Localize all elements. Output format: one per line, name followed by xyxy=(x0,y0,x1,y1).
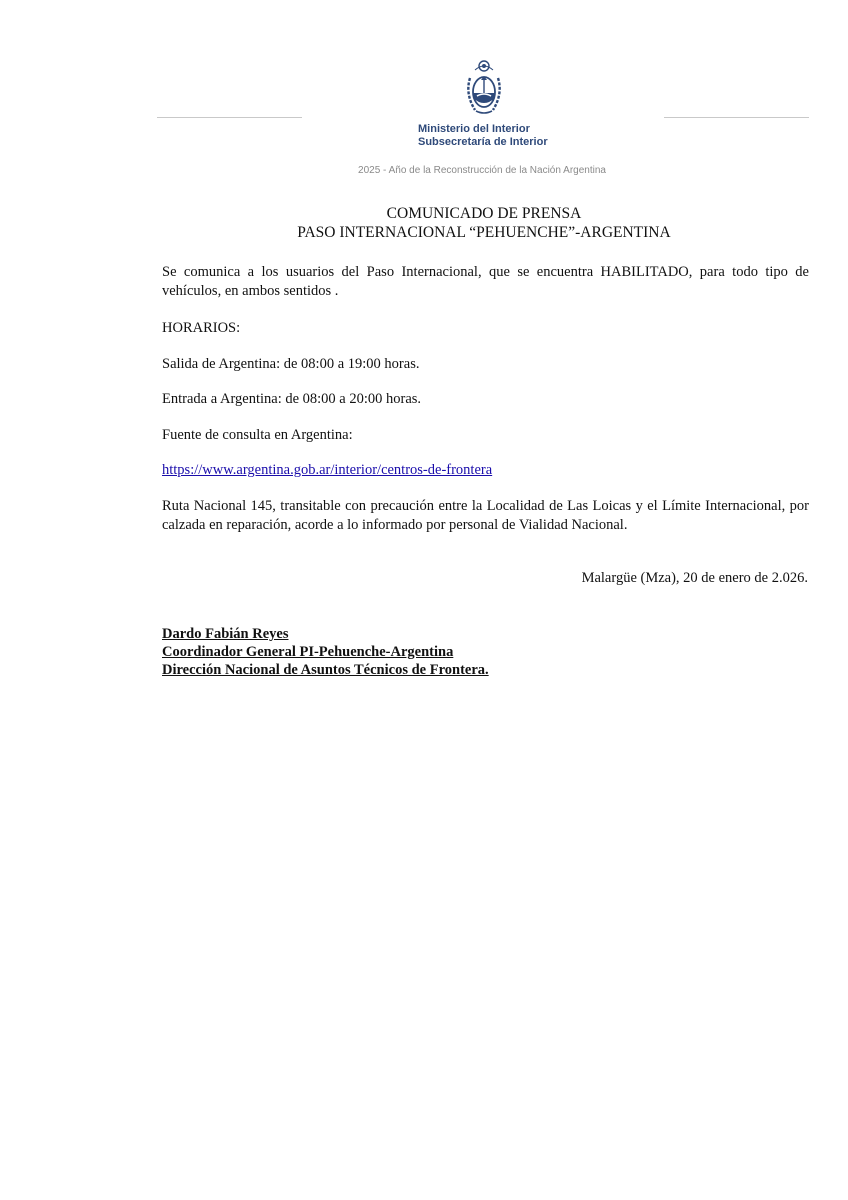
fuente-link-line xyxy=(162,461,809,480)
centros-de-frontera-link[interactable]: https://www.argentina.gob.ar/interior/centros-de-frontera xyxy=(162,462,493,478)
argentina-coat-of-arms-icon xyxy=(461,58,507,118)
ministry-name-block xyxy=(418,123,558,149)
horarios-heading: HORARIOS: xyxy=(162,320,241,336)
signatory-office: Dirección Nacional de Asuntos Técnicos de Frontera. xyxy=(162,662,489,678)
ministry-name: Ministerio del Interior xyxy=(418,123,530,135)
subsecretaria-name: Subsecretaría de Interior xyxy=(418,136,548,148)
ruta-paragraph: Ruta Nacional 145, transitable con precaución entre la Localidad de Las Loicas y el Límite Internacional, por calzada en reparación, acorde a lo informado por personal de Vialidad Nacional. xyxy=(162,498,809,533)
signatory-name: Dardo Fabián Reyes xyxy=(162,626,289,642)
salida-schedule: Salida de Argentina: de 08:00 a 19:00 horas. xyxy=(162,356,420,372)
document-subtitle: PASO INTERNACIONAL “PEHUENCHE”-ARGENTINA xyxy=(297,224,671,241)
header-divider-right xyxy=(664,117,809,118)
intro-paragraph: Se comunica a los usuarios del Paso Internacional, que se encuentra HABILITADO, para todo tipo de vehículos, en ambos sentidos . xyxy=(162,264,809,299)
year-motto: 2025 - Año de la Reconstrucción de la Nación Argentina xyxy=(358,165,606,176)
entrada-schedule: Entrada a Argentina: de 08:00 a 20:00 horas. xyxy=(162,391,422,407)
place-date: Malargüe (Mza), 20 de enero de 2.026. xyxy=(581,570,808,586)
signatory-role: Coordinador General PI-Pehuenche-Argentina xyxy=(162,644,454,660)
document-title: COMUNICADO DE PRENSA xyxy=(386,205,582,222)
fuente-label: Fuente de consulta en Argentina: xyxy=(162,427,353,443)
header-divider-left xyxy=(157,117,302,118)
